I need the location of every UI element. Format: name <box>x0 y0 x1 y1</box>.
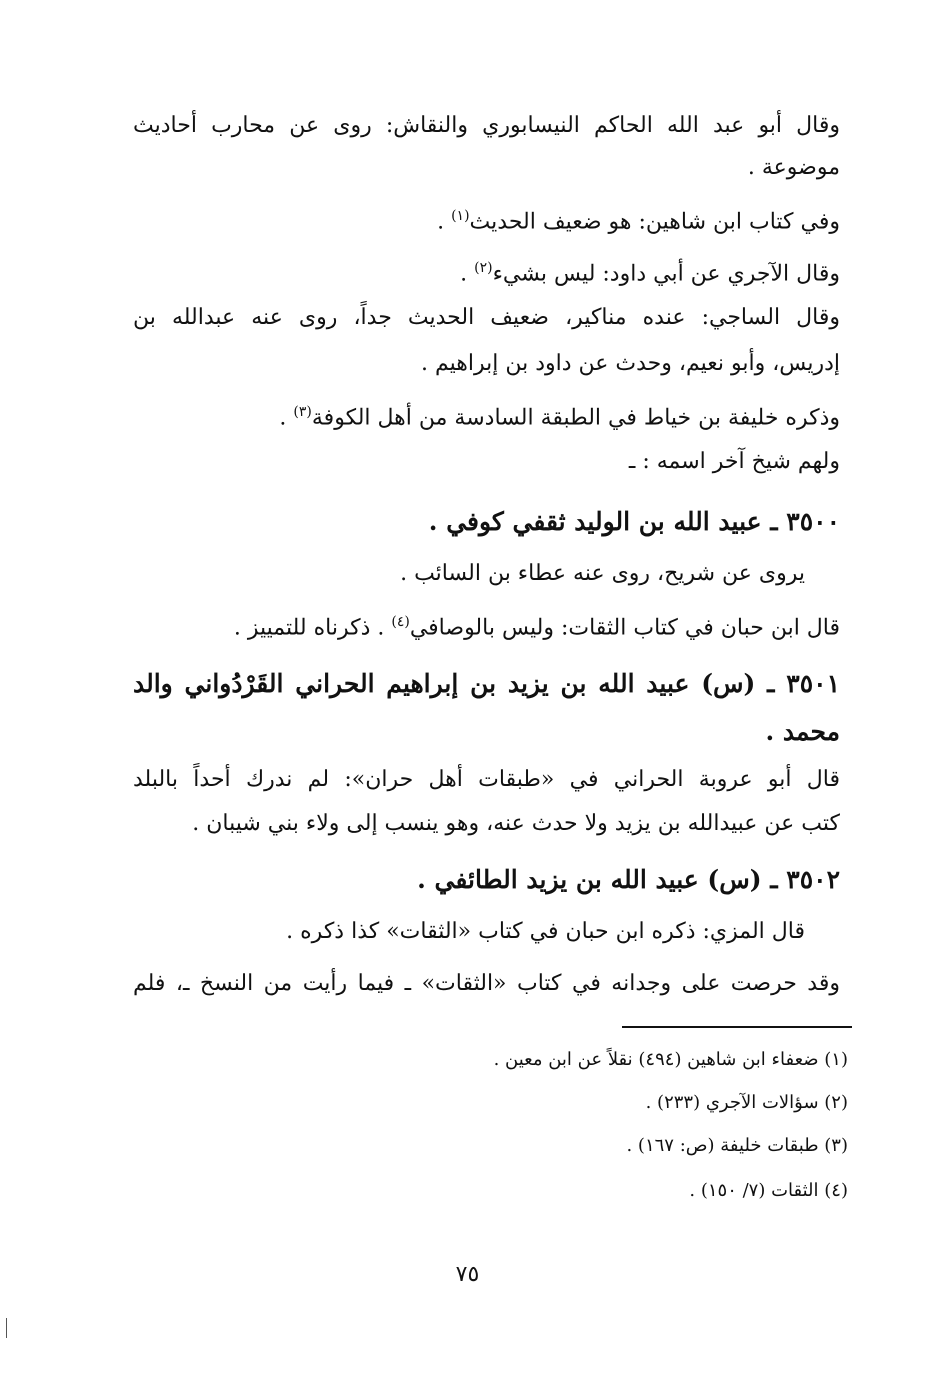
footnote-ref-1[interactable]: (١) <box>451 208 470 224</box>
text-line: موضوعة . <box>747 155 840 180</box>
footnote-4: (٤) الثقات (٧/ ١٥٠) . <box>689 1180 848 1201</box>
text-line: إدريس، وأبو نعيم، وحدث عن داود بن إبراهيم . <box>420 351 840 376</box>
footnote-2: (٢) سؤالات الآجري (٢٣٣) . <box>645 1092 848 1113</box>
footnote-ref-4[interactable]: (٤) <box>391 614 410 630</box>
footnote-ref-3[interactable]: (٣) <box>293 404 312 420</box>
text-segment: قال ابن حبان في كتاب الثقات: وليس بالوصافي <box>409 615 840 641</box>
text-segment: وفي كتاب ابن شاهين: هو ضعيف الحديث <box>469 209 840 235</box>
footnote-separator <box>622 1026 852 1028</box>
page-number: ٧٥ <box>455 1262 480 1287</box>
text-segment: وقال الآجري عن أبي داود: ليس بشيء <box>492 261 840 287</box>
entry-heading-3502: ٣٥٠٢ ـ (س) عبيد الله بن يزيد الطائفي . <box>417 865 840 894</box>
text-line: وقال الساجي: عنده مناكير، ضعيف الحديث جداً، روى عنه عبدالله بن <box>133 305 840 330</box>
entry-heading-3501-cont: محمد . <box>765 717 840 746</box>
text-line: وقال أبو عبد الله الحاكم النيسابوري والنقاش: روى عن محارب أحاديث <box>133 113 840 138</box>
text-line: كتب عن عبيدالله بن يزيد ولا حدث عنه، وهو ينسب إلى ولاء بني شيبان . <box>192 811 840 836</box>
text-segment: . <box>279 405 294 431</box>
footnote-3: (٣) طبقات خليفة (ص: ١٦٧) . <box>626 1135 848 1156</box>
margin-mark <box>6 1318 7 1338</box>
text-line: ولهم شيخ آخر اسمه : ـ <box>628 449 840 474</box>
text-line <box>279 394 840 436</box>
text-line <box>437 198 840 240</box>
text-segment: . <box>437 209 452 235</box>
text-line: وقد حرصت على وجدانه في كتاب «الثقات» ـ فيما رأيت من النسخ ـ، فلم <box>133 971 840 996</box>
text-line: قال المزي: ذكره ابن حبان في كتاب «الثقات» كذا ذكره . <box>286 919 805 944</box>
text-segment: . ذكرناه للتمييز . <box>233 615 392 641</box>
text-line: يروى عن شريح، روى عنه عطاء بن السائب . <box>400 561 805 586</box>
text-line <box>234 604 840 646</box>
text-segment: . <box>460 261 475 287</box>
text-line: قال أبو عروبة الحراني في «طبقات أهل حران»: لم ندرك أحداً بالبلد <box>133 767 840 792</box>
text-segment: وذكره خليفة بن خياط في الطبقة السادسة من أهل الكوفة <box>311 405 840 431</box>
footnote-1: (١) ضعفاء ابن شاهين (٤٩٤) نقلاً عن ابن معين . <box>493 1049 848 1070</box>
entry-heading-3501: ٣٥٠١ ـ (س) عبيد الله بن يزيد بن إبراهيم الحراني القَرْدُواني والد <box>133 669 840 698</box>
text-line <box>460 250 840 292</box>
entry-heading-3500: ٣٥٠٠ ـ عبيد الله بن الوليد ثقفي كوفي . <box>428 507 840 536</box>
footnote-ref-2[interactable]: (٢) <box>474 260 493 276</box>
